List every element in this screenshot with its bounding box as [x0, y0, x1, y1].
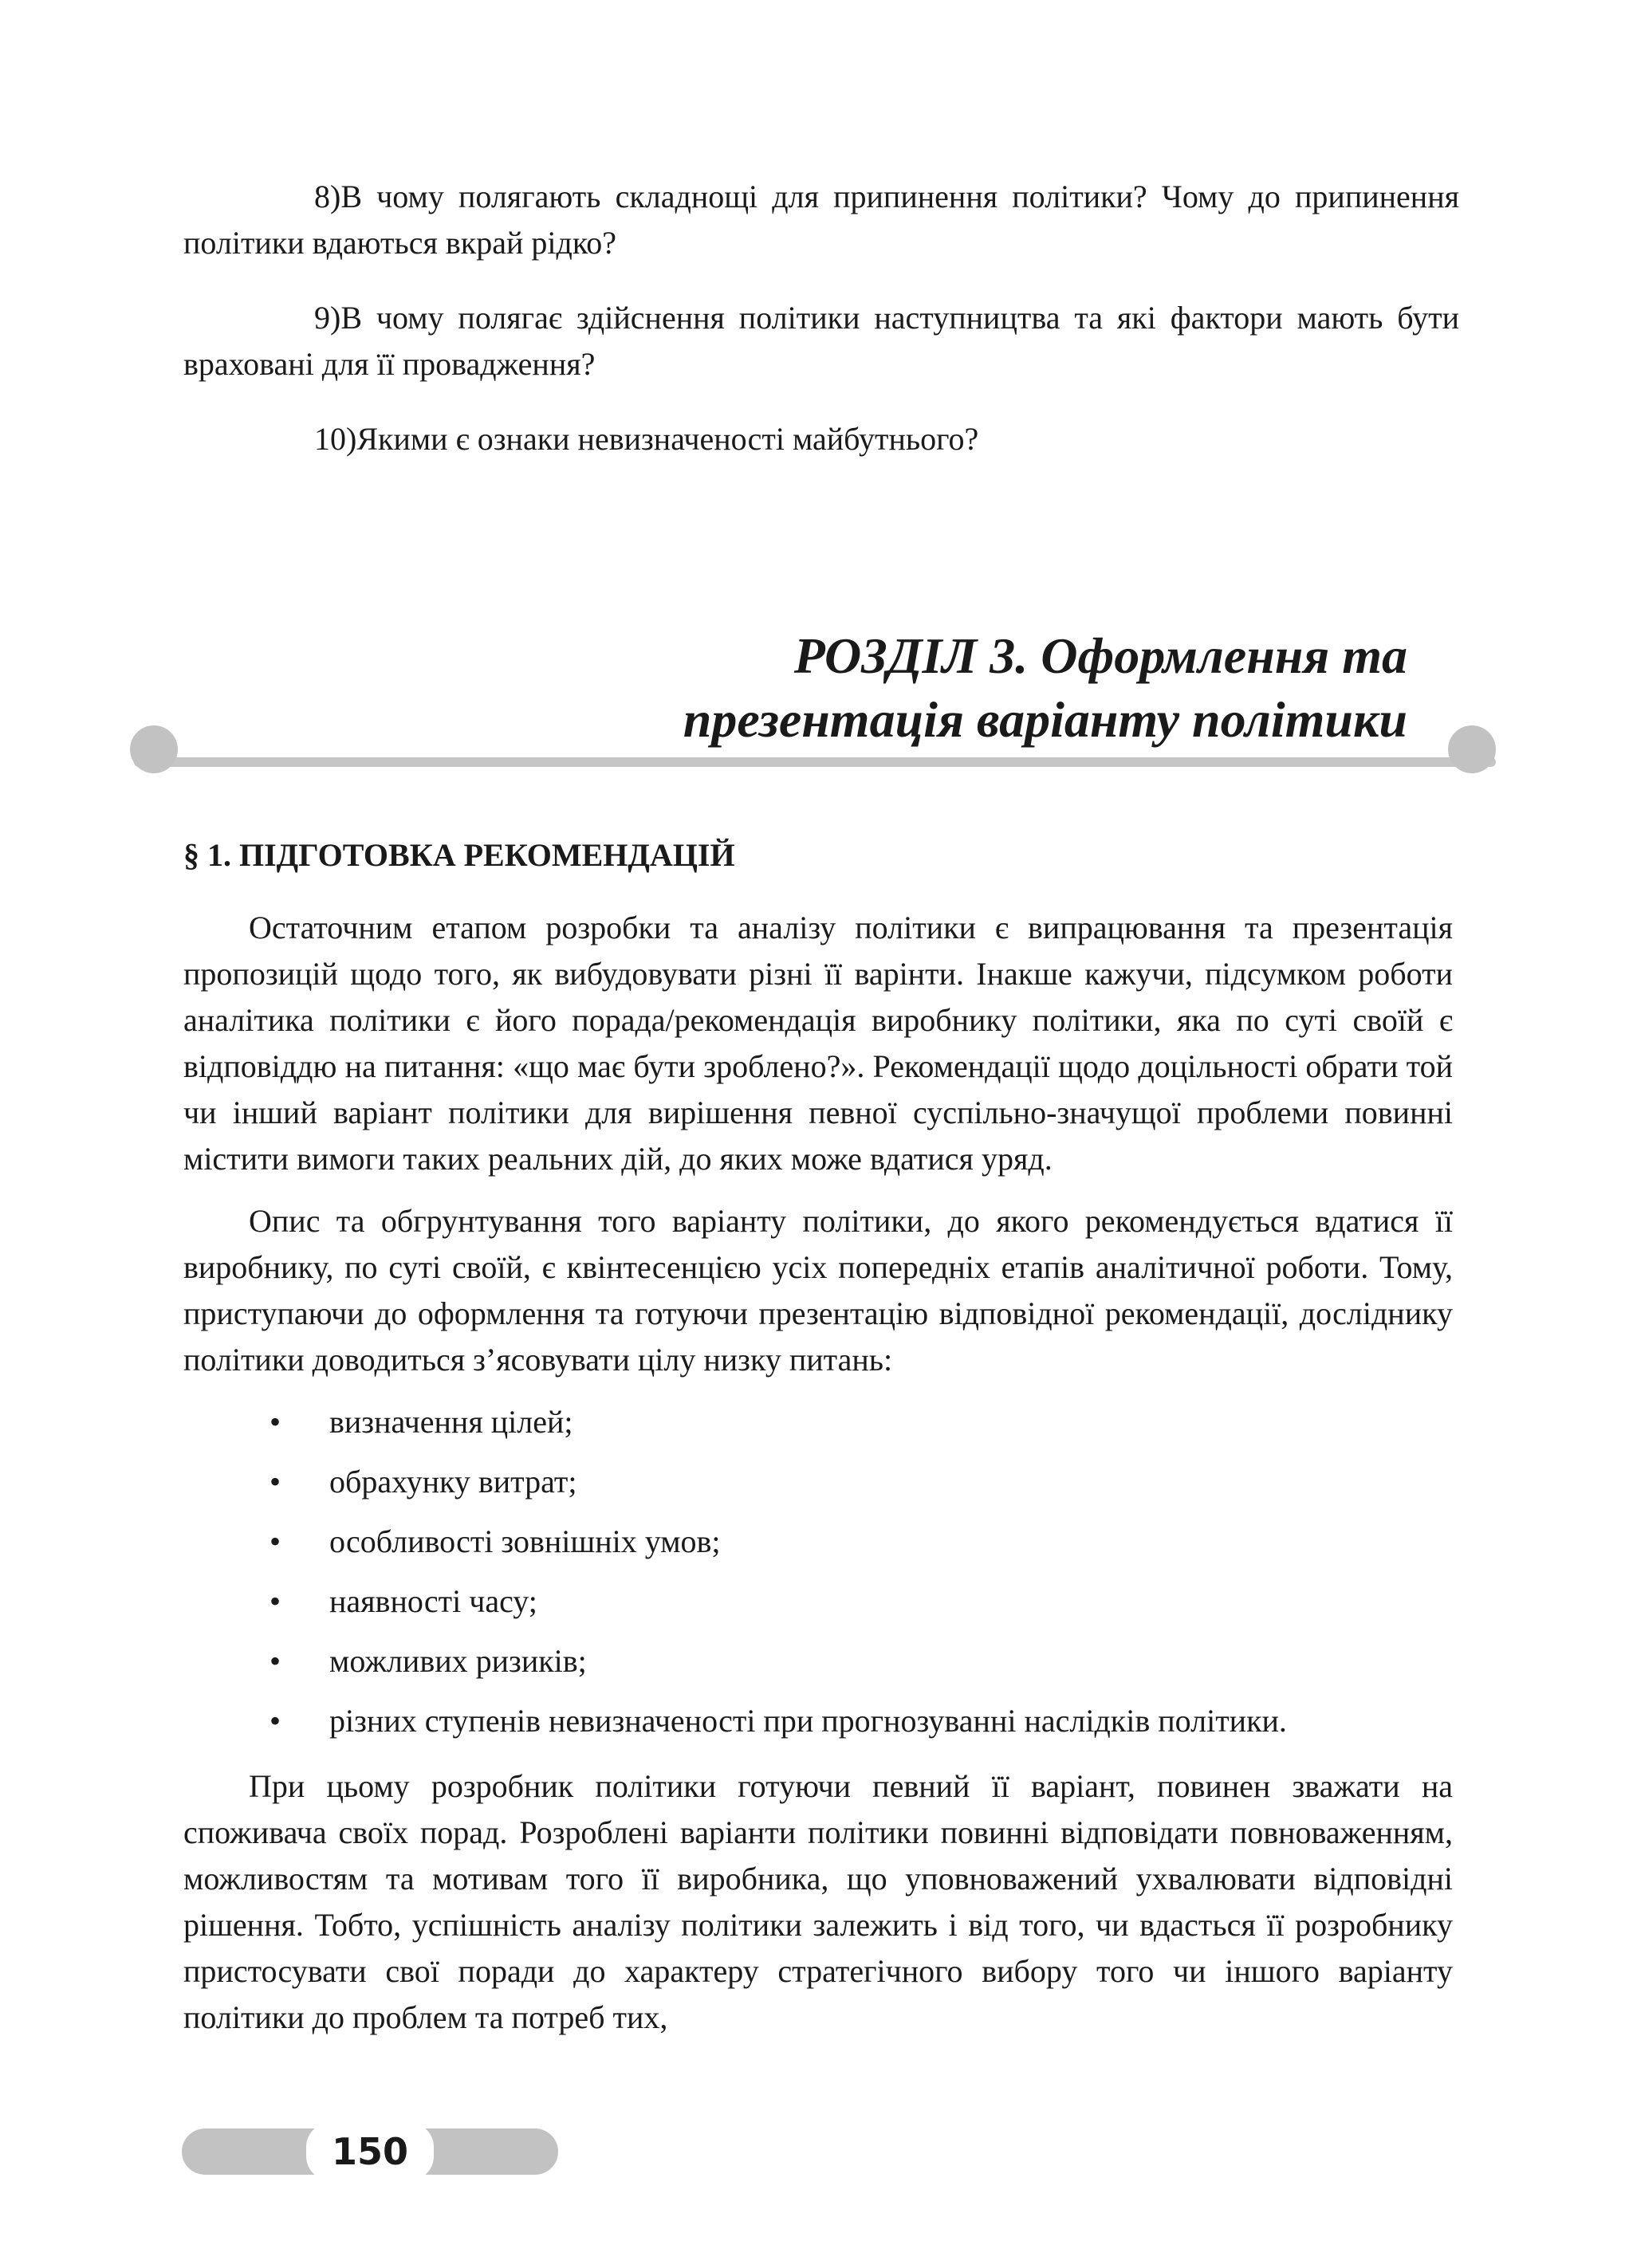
bullet-item — [270, 1698, 1453, 1744]
review-questions — [183, 174, 1459, 491]
question-item — [183, 295, 1459, 387]
body-text — [183, 905, 1453, 2057]
divider-left-circle — [130, 725, 178, 773]
chapter-heading — [683, 624, 1407, 752]
question-item — [183, 416, 1459, 462]
chapter-title-line-2: презентація варіанту політики — [683, 691, 1407, 748]
question-item — [183, 174, 1459, 266]
chapter-title-line-1: РОЗДІЛ 3. Оформлення та — [793, 627, 1407, 684]
bullet-item — [270, 1399, 1453, 1445]
question-number: 9) — [314, 300, 341, 336]
bullet-text: визначення цілей; — [329, 1404, 573, 1440]
question-text: Якими є ознаки невизначеності майбутнього? — [356, 421, 979, 457]
bullet-icon: • — [270, 1643, 281, 1679]
bullet-text: різних ступенів невизначеності при прогнозуванні наслідків політики. — [329, 1703, 1287, 1739]
bullet-icon: • — [270, 1523, 281, 1559]
bullet-icon: • — [270, 1404, 281, 1440]
paragraph: Остаточним етапом розробки та аналізу політики є випрацювання та презентація пропозицій щодо того, як вибудовувати різні її варінти. Інакше кажучи, підсумком роботи аналітика політики є його порада/рекомендація виробнику політики, яка по суті своїй є відповіддю на питання: «що має бути зроблено?». Рекомендації щодо доцільності обрати той чи інший варіант політики для вирішення певної суспільно-значущої проблеми повинні містити вимоги таких реальних дій, до яких може вдатися уряд. — [183, 910, 1453, 1177]
bullet-text: обрахунку витрат; — [329, 1464, 577, 1500]
bullet-icon: • — [270, 1703, 281, 1739]
bullet-item — [270, 1459, 1453, 1505]
paragraph: Опис та обгрунтування того варіанту політики, до якого рекомендується вдатися її виробнику, по суті своїй, є квінтесенцією усіх попередніх етапів аналітичної роботи. Тому, приступаючи до оформлення та готуючи презентацію відповідної рекомендації, досліднику політики доводиться з’ясовувати цілу низку питань: — [183, 1203, 1453, 1378]
question-text: В чому полягає здійснення політики наступництва та які фактори мають бути враховані для її провадження? — [183, 300, 1459, 382]
bullet-text: можливих ризиків; — [329, 1643, 587, 1679]
bullet-icon: • — [270, 1464, 281, 1500]
question-text: В чому полягають складнощі для припинення політики? Чому до припинення політики вдаються вкрай рідко? — [183, 179, 1459, 261]
question-number: 8) — [314, 179, 341, 214]
divider-right-circle — [1448, 725, 1496, 773]
bullet-text: особливості зовнішніх умов; — [329, 1523, 721, 1559]
bullet-item — [270, 1638, 1453, 1684]
bullet-item — [270, 1578, 1453, 1625]
question-number: 10) — [314, 421, 357, 457]
chapter-divider-bar — [134, 757, 1496, 767]
section-title: § 1. ПІДГОТОВКА РЕКОМЕНДАЦІЙ — [183, 837, 735, 873]
bullet-item — [270, 1519, 1453, 1565]
bullet-list — [183, 1399, 1453, 1744]
bullet-text: наявності часу; — [329, 1583, 537, 1619]
bullet-icon: • — [270, 1583, 281, 1619]
paragraph: При цьому розробник політики готуючи певний її варіант, повинен зважати на споживача своїх порад. Розроблені варіанти політики повинні відповідати повноваженням, можливостям та мотивам того її виробника, що уповноважений ухвалювати відповідні рішення. Тобто, успішність аналізу політики залежить і від того, чи вдасться її розробнику пристосувати свої поради до характеру стратегічного вибору того чи іншого варіанту політики до проблем та потреб тих, — [183, 1768, 1453, 2035]
page-number: 150 — [306, 2123, 434, 2180]
